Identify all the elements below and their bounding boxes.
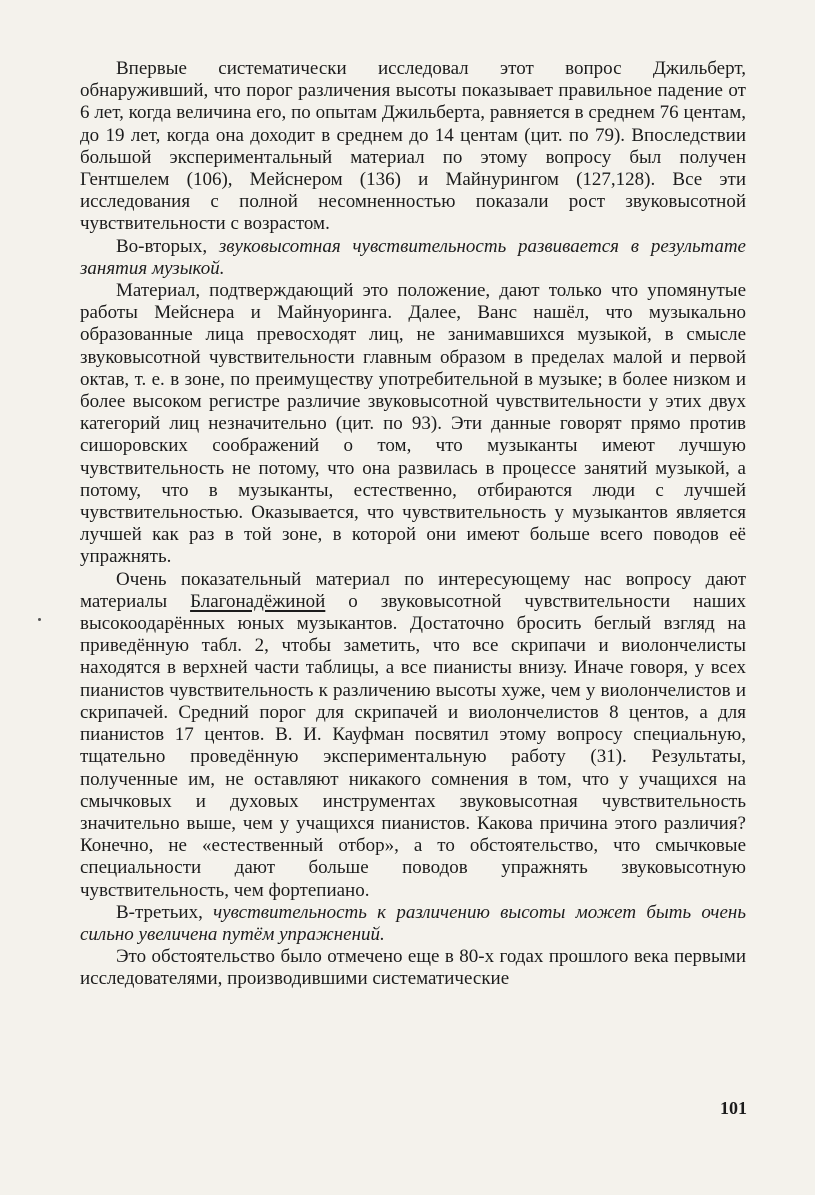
paragraph bbox=[80, 902, 746, 946]
margin-mark bbox=[38, 618, 41, 621]
paragraph-text: Материал, подтверждающий это положение, дают только что упомянутые работы Мейснера и Майнуоринга. Далее, Ванс нашёл, что музыкально образованные лица превосходят лиц, не занимавшихся музыкой, в смысле звуковысотной чувствительности главным образом в пределах малой и первой октав, т. е. в зоне, по преимуществу употребительной в музыке; в более низком и более высоком регистре различие звуковысотной чувствительности у этих двух категорий лиц незначительно (цит. по 93). Эти данные говорят прямо против сишоровских соображений о том, что музыканты имеют лучшую чувствительность не потому, что она развилась в процессе занятий музыкой, а потому, что в музыканты, естественно, отбираются люди с лучшей чувствительностью. Оказывается, что чувствительность у музыкантов является лучшей как раз в той зоне, в которой они имеют больше всего поводов её упражнять. bbox=[80, 280, 746, 568]
paragraph-text: Впервые систематически исследовал этот вопрос Джильберт, обнаруживший, что порог различения высоты показывает правильное падение от 6 лет, когда величина его, по опытам Джильберта, равняется в среднем 76 центам, до 19 лет, когда она доходит в среднем до 14 центам (цит. по 79). Впоследствии большой экспериментальный материал по этому вопросу был получен Гентшелем (106), Мейснером (136) и Майнурингом (127,128). Все эти исследования с полной несомненностью показали рост звуковысотной чувствительности с возрастом. bbox=[80, 58, 746, 235]
emphasis-text: чувствительность к различению высоты может быть очень сильно увеличена путём упражнений. bbox=[80, 901, 746, 945]
paragraph-text: Это обстоятельство было отмечено еще в 80-х годах прошлого века первыми исследователями, производившими систематические bbox=[80, 946, 746, 990]
page-number: 101 bbox=[720, 1098, 747, 1118]
paragraph bbox=[80, 946, 746, 990]
paragraph bbox=[80, 236, 746, 280]
emphasis-text: звуковысотная чувствительность развивается в результате занятия музыкой. bbox=[80, 235, 746, 279]
paragraph-text: В-третьих, bbox=[116, 901, 214, 923]
paragraph bbox=[80, 569, 746, 902]
paragraph-text: Очень показательный материал по интересующему нас вопросу дают материалы bbox=[80, 568, 746, 612]
body-text bbox=[80, 58, 746, 991]
paragraph-text: Во-вторых, bbox=[116, 235, 219, 257]
paragraph bbox=[80, 58, 746, 236]
underlined-name: Благонадёжиной bbox=[190, 590, 326, 612]
paragraph bbox=[80, 280, 746, 569]
paragraph-text: о звуковысотной чувствительности наших высокоодарённых юных музыкантов. Достаточно бросить беглый взгляд на приведённую табл. 2, чтобы заметить, что все скрипачи и виолончелисты находятся в верхней части таблицы, а все пианисты внизу. Иначе говоря, у всех пианистов чувствительность к различению высоты хуже, чем у виолончелистов и скрипачей. Средний порог для скрипачей и виолончелистов 8 центов, а для пианистов 17 центов. В. И. Кауфман посвятил этому вопросу специальную, тщательно проведённую экспериментальную работу (31). Результаты, полученные им, не оставляют никакого сомнения в том, что у учащихся на смычковых и духовых инструментах звуковысотная чувствительность значительно выше, чем у учащихся пианистов. Какова причина этого различия? Конечно, не «естественный отбор», а то обстоятельство, что смычковые специальности дают больше поводов упражнять звуковысотную чувствительность, чем фортепиано. bbox=[80, 590, 746, 901]
